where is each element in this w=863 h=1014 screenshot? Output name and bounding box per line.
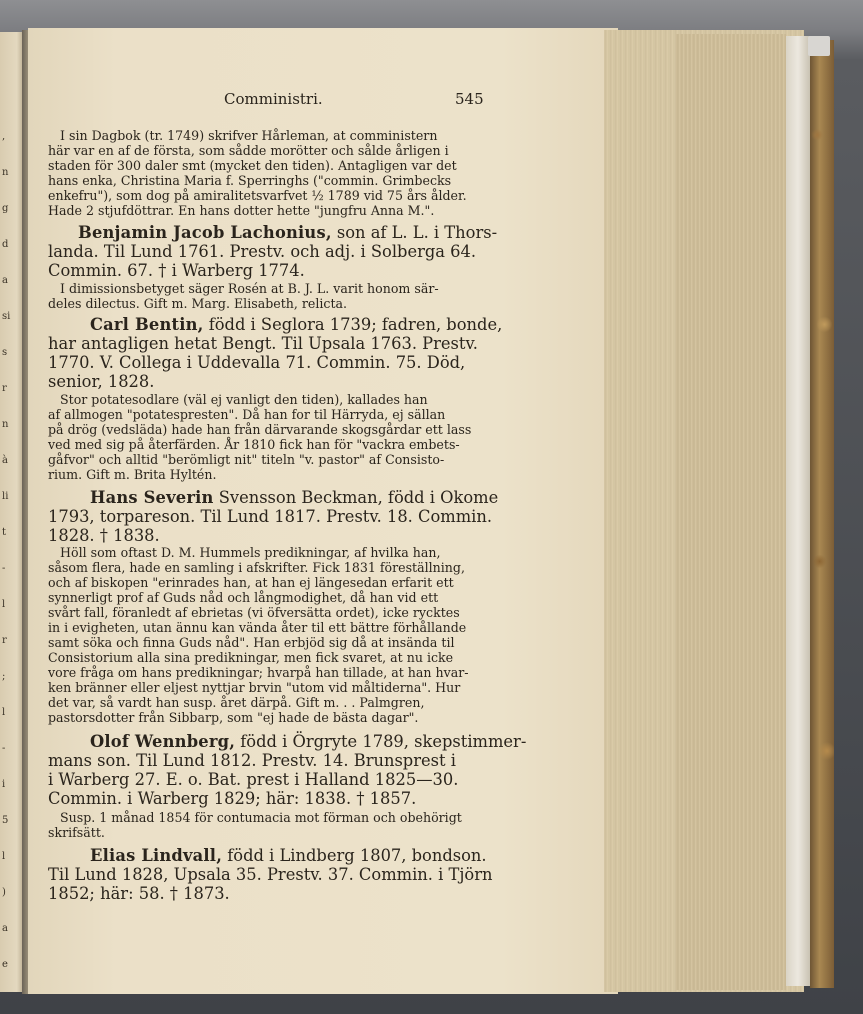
entry-heading-line (90, 317, 502, 333)
entry-note: deles dilectus. Gift m. Marg. Elisabeth, relicta. (48, 296, 348, 311)
left-page-text-fragment: r (2, 383, 7, 394)
entry-heading-rest: son af L. L. i Thors- (331, 223, 498, 242)
left-page-text-fragment: t (2, 527, 7, 538)
entry-line: landa. Til Lund 1761. Prestv. och adj. i Solberga 64. (48, 242, 477, 261)
entry-name: Olof Wennberg, (90, 732, 236, 751)
entry-note: Consistorium alla sina predikningar, men fick svaret, at nu icke (48, 650, 454, 665)
entry-line: 1770. V. Collega i Uddevalla 71. Commin. 75. Död, (48, 353, 466, 372)
entry-note: synnerligt prof af Guds nåd och långmodighet, då han vid ett (48, 590, 439, 605)
left-page-text-fragment: l (2, 599, 6, 610)
left-page-text-fragment: - (2, 563, 6, 574)
entry-note: samt söka och finna Guds nåd". Han erbjöd sig då at insända til (48, 635, 455, 650)
entry-note: Stor potatesodlare (väl ej vanligt den tiden), kallades han (60, 392, 428, 407)
entry-note: på drög (vedsläda) hade han från därvarande skogsgårdar ett lass (48, 422, 472, 437)
entry-name: Carl Bentin, (90, 315, 204, 334)
entry-line: har antagligen hetat Bengt. Til Upsala 1763. Prestv. (48, 334, 478, 353)
entry-name: Hans Severin (90, 488, 214, 507)
entry-heading-line (90, 848, 487, 864)
left-page-text-fragment: s (2, 347, 8, 358)
left-page-text-fragment: 5 (2, 815, 9, 826)
left-page-text-fragment: l (2, 851, 6, 862)
running-head-title: Comministri. (224, 90, 323, 108)
entry-heading-rest: född i Seglora 1739; fadren, bonde, (203, 315, 503, 334)
entry-note: såsom flera, hade en samling i afskrifter. Fick 1831 föreställning, (48, 560, 465, 575)
entry-note: gåfvor" och alltid "berömligt nit" titeln "v. pastor" af Consisto- (48, 452, 445, 467)
intro-line: Hade 2 stjufdöttrar. En hans dotter hette "jungfru Anna M.". (48, 203, 435, 218)
left-page-text-fragment: , (2, 131, 6, 142)
left-page-text-fragment: ) (2, 887, 6, 898)
marbled-cover (810, 40, 834, 988)
page-number: 545 (455, 90, 484, 108)
intro-line: enkefru"), som dog på amiralitetsvarfvet ½ 1789 vid 75 års ålder. (48, 188, 467, 203)
left-page-text-fragment: si (2, 311, 11, 322)
left-page-text-fragment: à (2, 455, 8, 466)
entry-note: rium. Gift m. Brita Hyltén. (48, 467, 217, 482)
entry-note: det var, så vardt han susp. året därpå. Gift m. . . Palmgren, (48, 695, 425, 710)
entry-note: af allmogen "potatespresten". Då han for til Härryda, ej sällan (48, 407, 446, 422)
intro-line: I sin Dagbok (tr. 1749) skrifver Hårleman, at comministern (60, 128, 438, 143)
entry-note: ved med sig på återfärden. År 1810 fick han för "vackra embets- (48, 437, 460, 452)
left-page-text-fragment: r (2, 635, 7, 646)
left-page-text-fragment: - (2, 743, 6, 754)
entry-heading-rest: Svensson Beckman, född i Okome (213, 488, 499, 507)
left-page-text-fragment: ; (2, 671, 6, 682)
entry-line: 1793, torpareson. Til Lund 1817. Prestv. 18. Commin. (48, 507, 493, 526)
cover-corner (808, 36, 830, 56)
left-page-text-fragment: a (2, 923, 8, 934)
cover-board-edge (786, 36, 810, 986)
left-page-text-fragment: l (2, 707, 6, 718)
entry-note: pastorsdotter från Sibbarp, som "ej hade de bästa dagar". (48, 710, 419, 725)
entry-line: Commin. 67. † i Warberg 1774. (48, 261, 305, 280)
left-page-text-fragment: g (2, 203, 9, 214)
entry-line: mans son. Til Lund 1812. Prestv. 14. Brunsprest i (48, 751, 456, 770)
entry-line: Commin. i Warberg 1829; här: 1838. † 1857. (48, 789, 417, 808)
entry-note: skrifsätt. (48, 825, 105, 840)
entry-note: Susp. 1 månad 1854 för contumacia mot förman och obehörigt (60, 810, 462, 825)
left-page-text-fragment: n (2, 419, 9, 430)
entry-note: Höll som oftast D. M. Hummels predikningar, af hvilka han, (60, 545, 441, 560)
entry-note: svårt fall, föranledt af ebrietas (vi öfversätta ordet), icke rycktes (48, 605, 460, 620)
entry-heading-line (90, 490, 498, 506)
entry-heading-rest: född i Lindberg 1807, bondson. (222, 846, 487, 865)
left-page-text-fragment: i (2, 779, 6, 790)
entry-line: 1852; här: 58. † 1873. (48, 884, 230, 903)
entry-line: 1828. † 1838. (48, 526, 160, 545)
entry-heading-line (90, 734, 526, 750)
entry-name: Elias Lindvall, (90, 846, 223, 865)
entry-line: i Warberg 27. E. o. Bat. prest i Halland 1825—30. (48, 770, 459, 789)
entry-note: vore fråga om hans predikningar; hvarpå han tillade, at han hvar- (48, 665, 469, 680)
entry-note: och af biskopen "erinrades han, at han ej längesedan erfarit ett (48, 575, 454, 590)
intro-line: här var en af de första, som sådde morötter och sålde årligen i (48, 143, 449, 158)
entry-heading-rest: född i Örgryte 1789, skepstimmer- (235, 732, 527, 751)
entry-note: in i evigheten, utan ännu kan vända åter til ett bättre förhållande (48, 620, 467, 635)
left-page-text-fragment: a (2, 275, 8, 286)
intro-line: hans enka, Christina Maria f. Sperringhs ("commin. Grimbecks (48, 173, 452, 188)
entry-heading-line (78, 225, 497, 241)
left-page-text-fragment: e (2, 959, 8, 970)
left-page-text-fragment: n (2, 167, 9, 178)
entry-name: Benjamin Jacob Lachonius, (78, 223, 332, 242)
entry-note: ken bränner eller eljest nyttjar brvin "utom vid måltiderna". Hur (48, 680, 461, 695)
entry-note: I dimissionsbetyget säger Rosén at B. J. L. varit honom sär- (60, 281, 439, 296)
entry-line: senior, 1828. (48, 372, 155, 391)
left-page-edge (0, 32, 24, 992)
page-stack-inner (676, 34, 786, 990)
left-page-text-fragment: li (2, 491, 9, 502)
left-page-text-fragment: d (2, 239, 9, 250)
entry-line: Til Lund 1828, Upsala 35. Prestv. 37. Commin. i Tjörn (48, 865, 493, 884)
intro-line: staden för 300 daler smt (mycket den tiden). Antagligen var det (48, 158, 457, 173)
